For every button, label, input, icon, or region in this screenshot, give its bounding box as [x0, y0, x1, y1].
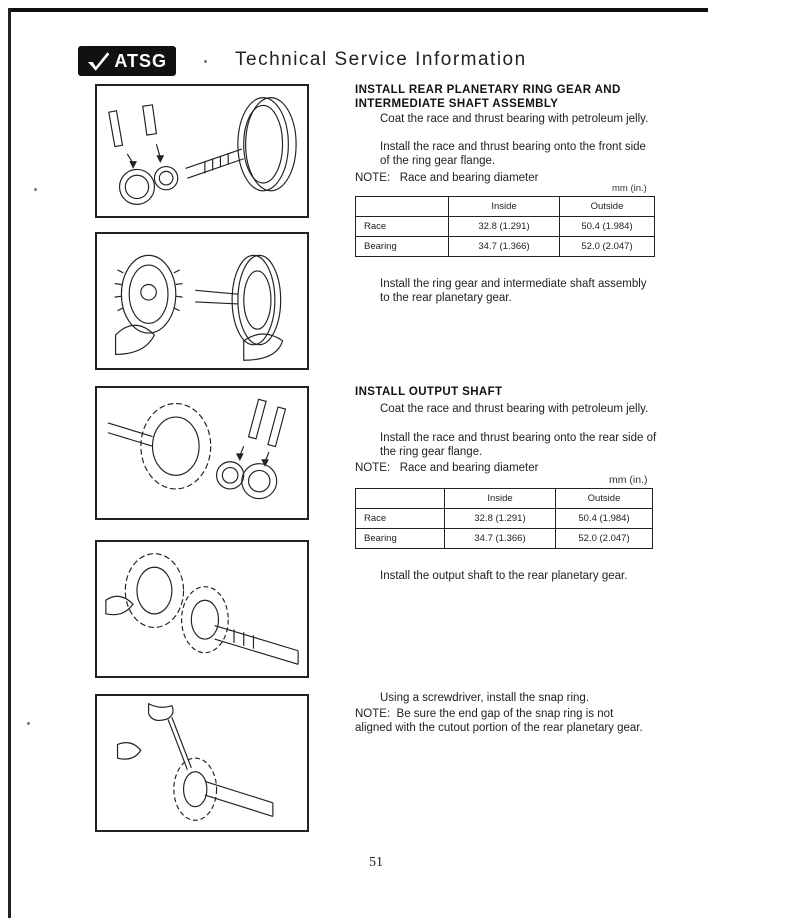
table-header-cell [356, 197, 449, 217]
table-cell: 32.8 (1.291) [449, 217, 560, 237]
table-header-cell: Outside [556, 489, 653, 509]
table-cell: Bearing [356, 237, 449, 257]
note-diameter [355, 461, 538, 475]
section-heading-ring-gear [355, 83, 621, 111]
table-header-cell: Outside [560, 197, 655, 217]
table-cell: Bearing [356, 529, 445, 549]
output-shaft-illustration [97, 542, 307, 676]
table-row [356, 237, 655, 257]
heading-line: INSTALL REAR PLANETARY RING GEAR AND [355, 84, 621, 96]
table-cell: Race [356, 509, 445, 529]
table-cell: 34.7 (1.366) [445, 529, 556, 549]
diameter-table-2 [355, 488, 653, 549]
stray-dot [204, 60, 207, 63]
figure-install-output-shaft [95, 540, 309, 678]
units-label: mm (in.) [609, 474, 648, 486]
left-border-line [8, 8, 11, 918]
ring-gear-assembly-illustration [97, 234, 307, 368]
step-coat-race: Coat the race and thrust bearing with petroleum jelly. [380, 113, 649, 125]
note-text: Be sure the end gap of the snap ring is not aligned with the cutout portion of the rear planetary gear. [355, 708, 643, 734]
note-label: NOTE: [355, 172, 391, 184]
table-cell: 50.4 (1.984) [560, 217, 655, 237]
stray-dot [27, 722, 30, 725]
note-label: NOTE: [355, 708, 391, 720]
note-label: NOTE: [355, 462, 391, 474]
table-header-row [356, 197, 655, 217]
table-cell: 52.0 (2.047) [556, 529, 653, 549]
step-install-ring-gear: Install the ring gear and intermediate shaft assembly to the rear planetary gear. [380, 278, 647, 304]
snap-ring-illustration [97, 696, 307, 830]
table-row [356, 217, 655, 237]
figure-race-bearing-rear-side [95, 386, 309, 520]
table-row [356, 509, 653, 529]
figure-install-ring-gear-assembly [95, 232, 309, 370]
diameter-table-1 [355, 196, 655, 257]
table-cell: 52.0 (2.047) [560, 237, 655, 257]
figure-install-snap-ring [95, 694, 309, 832]
step-coat-race: Coat the race and thrust bearing with petroleum jelly. [380, 403, 649, 415]
units-label: mm (in.) [612, 183, 647, 194]
table-header-row [356, 489, 653, 509]
table-cell: 50.4 (1.984) [556, 509, 653, 529]
table-cell: Race [356, 217, 449, 237]
atsg-logo [78, 46, 176, 76]
logo-text: ATSG [114, 50, 167, 71]
step-install-race-rear: Install the race and thrust bearing onto the rear side of the ring gear flange. [380, 432, 657, 458]
stray-dot [34, 188, 37, 191]
table-header-cell: Inside [445, 489, 556, 509]
section-heading-output-shaft: INSTALL OUTPUT SHAFT [355, 386, 503, 398]
figure-race-bearing-ring-gear-front [95, 84, 309, 218]
table-header-cell [356, 489, 445, 509]
table-row [356, 529, 653, 549]
table-cell: 32.8 (1.291) [445, 509, 556, 529]
step-install-snap-ring: Using a screwdriver, install the snap ring. [380, 692, 590, 704]
page-number: 51 [369, 855, 383, 870]
ring-gear-illustration [97, 86, 307, 216]
step-install-race-front: Install the race and thrust bearing onto the front side of the ring gear flange. [380, 141, 646, 167]
output-shaft-bearing-illustration [97, 388, 307, 518]
step-install-output-shaft: Install the output shaft to the rear planetary gear. [380, 570, 628, 582]
note-text: Race and bearing diameter [399, 462, 539, 474]
check-icon [87, 50, 110, 72]
note-diameter [355, 171, 538, 185]
table-header-cell: Inside [449, 197, 560, 217]
top-border-line [8, 8, 708, 12]
note-snap-ring-gap [355, 707, 653, 735]
heading-line: INTERMEDIATE SHAFT ASSEMBLY [355, 98, 559, 110]
table-cell: 34.7 (1.366) [449, 237, 560, 257]
page-title: Technical Service Information [235, 49, 527, 70]
note-text: Race and bearing diameter [399, 172, 539, 184]
